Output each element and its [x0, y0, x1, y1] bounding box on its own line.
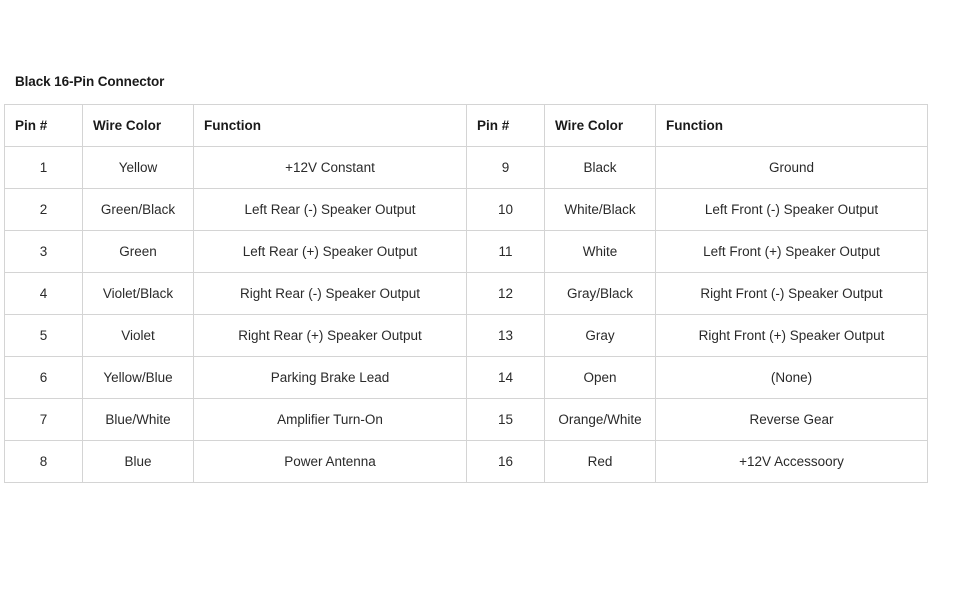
header-function: Function	[194, 105, 467, 147]
pin-function: Left Front (+) Speaker Output	[656, 231, 928, 273]
table-row	[5, 189, 928, 231]
wire-color: Yellow/Blue	[83, 357, 194, 399]
pin-number: 13	[467, 315, 545, 357]
pin-function: Left Rear (-) Speaker Output	[194, 189, 467, 231]
pin-number: 6	[5, 357, 83, 399]
wire-color: Blue	[83, 441, 194, 483]
table-row	[5, 315, 928, 357]
pin-function: Right Front (+) Speaker Output	[656, 315, 928, 357]
pin-function: Right Front (-) Speaker Output	[656, 273, 928, 315]
pin-number: 15	[467, 399, 545, 441]
pin-function: +12V Accessoory	[656, 441, 928, 483]
header-function: Function	[656, 105, 928, 147]
wire-color: Violet	[83, 315, 194, 357]
wire-color: Green/Black	[83, 189, 194, 231]
pin-number: 11	[467, 231, 545, 273]
header-pin: Pin #	[5, 105, 83, 147]
pin-number: 9	[467, 147, 545, 189]
pin-function: +12V Constant	[194, 147, 467, 189]
pin-number: 1	[5, 147, 83, 189]
pin-number: 10	[467, 189, 545, 231]
pin-number: 8	[5, 441, 83, 483]
pin-function: Left Rear (+) Speaker Output	[194, 231, 467, 273]
pin-function: Amplifier Turn-On	[194, 399, 467, 441]
header-pin: Pin #	[467, 105, 545, 147]
pinout-table	[4, 104, 928, 483]
pin-function: (None)	[656, 357, 928, 399]
pin-number: 12	[467, 273, 545, 315]
header-row	[5, 105, 928, 147]
table-row	[5, 357, 928, 399]
wire-color: White/Black	[545, 189, 656, 231]
wire-color: Black	[545, 147, 656, 189]
pin-function: Power Antenna	[194, 441, 467, 483]
wire-color: Violet/Black	[83, 273, 194, 315]
wire-color: White	[545, 231, 656, 273]
wire-color: Blue/White	[83, 399, 194, 441]
table-title: Black 16-Pin Connector	[15, 74, 165, 89]
pin-function: Parking Brake Lead	[194, 357, 467, 399]
wire-color: Orange/White	[545, 399, 656, 441]
pin-function: Ground	[656, 147, 928, 189]
table-row	[5, 231, 928, 273]
wire-color: Green	[83, 231, 194, 273]
table-row	[5, 273, 928, 315]
wire-color: Gray/Black	[545, 273, 656, 315]
pin-function: Left Front (-) Speaker Output	[656, 189, 928, 231]
header-wire-color: Wire Color	[545, 105, 656, 147]
pin-number: 2	[5, 189, 83, 231]
pin-function: Right Rear (+) Speaker Output	[194, 315, 467, 357]
pin-number: 3	[5, 231, 83, 273]
pin-number: 7	[5, 399, 83, 441]
wire-color: Gray	[545, 315, 656, 357]
table-row	[5, 441, 928, 483]
pin-number: 16	[467, 441, 545, 483]
wire-color: Red	[545, 441, 656, 483]
wire-color: Open	[545, 357, 656, 399]
table-row	[5, 399, 928, 441]
pin-function: Right Rear (-) Speaker Output	[194, 273, 467, 315]
table-row	[5, 147, 928, 189]
header-wire-color: Wire Color	[83, 105, 194, 147]
pin-number: 4	[5, 273, 83, 315]
pin-function: Reverse Gear	[656, 399, 928, 441]
pin-number: 5	[5, 315, 83, 357]
pin-number: 14	[467, 357, 545, 399]
wire-color: Yellow	[83, 147, 194, 189]
